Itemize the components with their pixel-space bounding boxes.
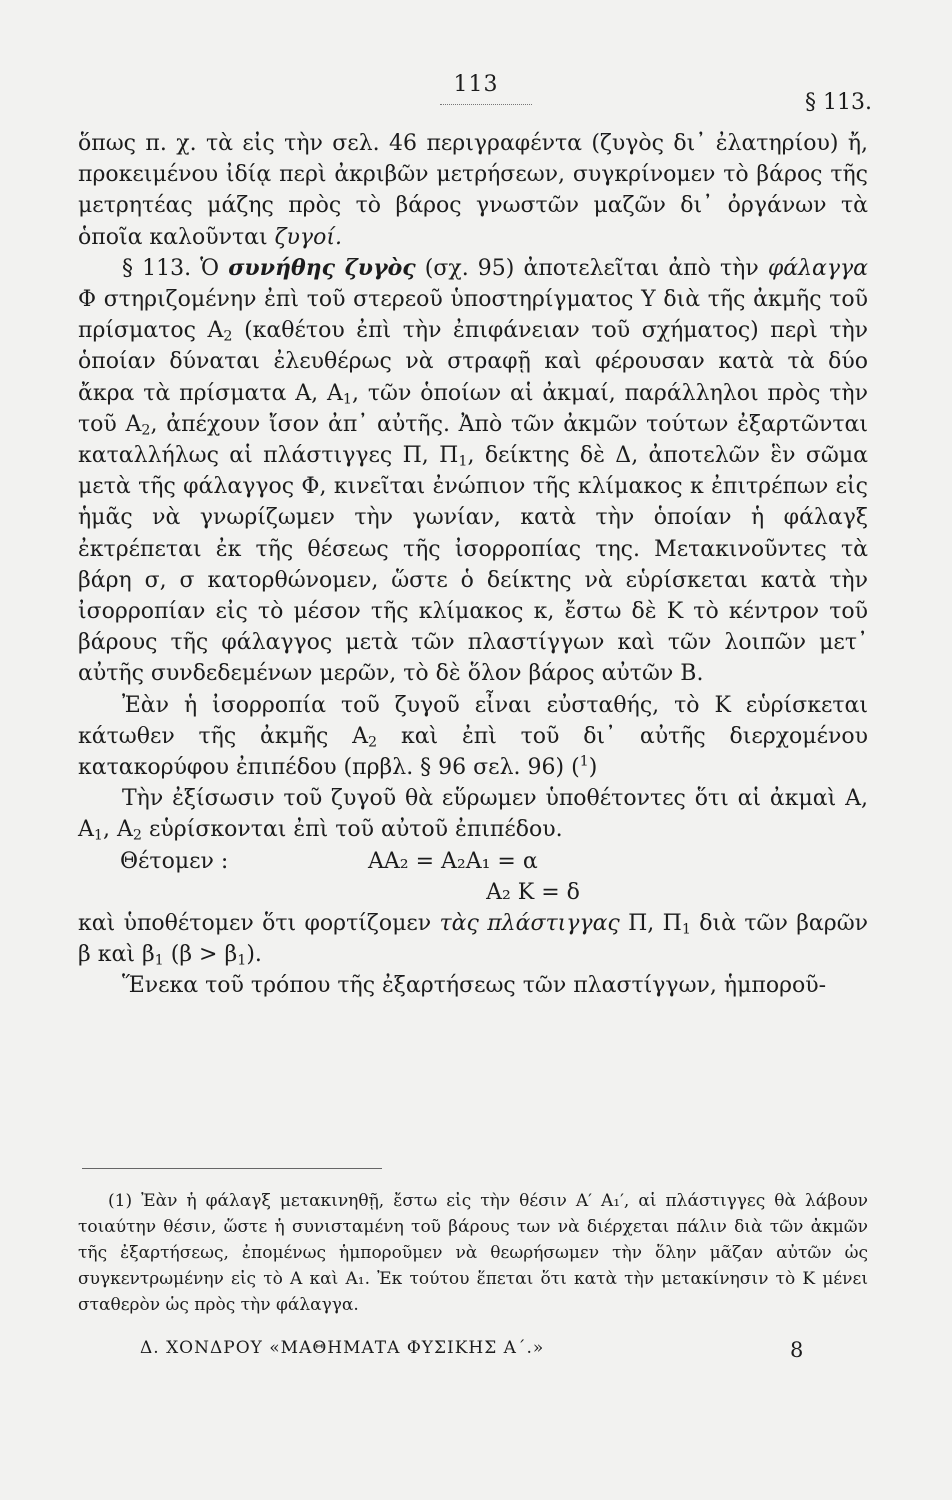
section-113-lead: § 113. Ὁ xyxy=(122,255,220,281)
section-113-title: συνήθης ζυγὸς xyxy=(228,254,416,281)
section-113-text-a: (σχ. 95) ἀποτελεῖται ἀπὸ τὴν xyxy=(424,255,759,281)
paragraph-equation-intro xyxy=(78,783,868,845)
footnote-rule xyxy=(82,1168,382,1169)
subscript: 2 xyxy=(141,422,151,439)
term-phalanga: φάλαγγα xyxy=(767,255,869,281)
footer-book-title: Δ. ΧΟΝΔΡΟΥ «ΜΑΘΗΜΑΤΑ ΦΥΣΙΚΗΣ Α΄.» xyxy=(140,1338,545,1358)
section-113-text-d: , τῶν ὁποίων αἱ ἀκμαί, παράλληλοι πρὸς τὴν τοῦ Α xyxy=(78,380,868,437)
equation-intro-text-a: Τὴν ἐξίσωσιν τοῦ ζυγοῦ θὰ εὕρωμεν ὑποθέτοντες ὅτι αἱ ἀκμαὶ Α, Α xyxy=(78,786,868,843)
loading-text-c: διὰ τῶν βαρῶν β καὶ β xyxy=(78,911,869,968)
section-mark: § 113. xyxy=(805,90,872,115)
equation-1: ΑΑ₂ = Α₂Α₁ = α xyxy=(368,848,538,874)
footnote xyxy=(78,1188,868,1318)
footnote-paragraph xyxy=(78,1188,868,1318)
equation-row-1 xyxy=(78,846,868,877)
subscript: 1 xyxy=(342,391,352,408)
loading-text-a: καὶ ὑποθέτομεν ὅτι φορτίζομεν xyxy=(78,911,432,937)
page-number-rule xyxy=(440,104,532,105)
section-113-text-e: , ἀπέχουν ἴσον ἀπ᾽ αὐτῆς. Ἀπὸ τῶν ἀκμῶν τούτων ἐξαρτῶνται καταλλήλως αἱ πλάστιγγες Π, Π xyxy=(78,411,868,469)
equation-label: Θέτομεν : xyxy=(120,848,229,874)
loading-text-d: (β > β xyxy=(170,942,238,968)
intro-text: ὅπως π. χ. τὰ εἰς τὴν σελ. 46 περιγραφέντα (ζυγὸς δι᾽ ἐλατηρίου) ἤ, προκειμένου ἰδίᾳ περὶ ἀκριβῶν μετρήσεων, συγκρίνομεν τὸ βάρος τῆς μετρητέας μάζης πρὸς τὸ βάρος γνωστῶν μαζῶν δι᾽ ὀργάνων τὰ ὁποῖα καλοῦνται xyxy=(78,131,868,250)
stability-text-b: καὶ ἐπὶ τοῦ δι᾽ αὐτῆς διερχομένου κατακορύφου ἐπιπέδου (πρβλ. § 96 σελ. 96) ( xyxy=(78,723,868,781)
subscript: 1 xyxy=(154,952,164,969)
subscript: 1 xyxy=(681,921,691,938)
subscript: 1 xyxy=(237,952,247,969)
section-113-text-b: Φ στηριζομένην ἐπὶ τοῦ στερεοῦ ὑποστηρίγματος Υ διὰ τῆς ἀκμῆς τοῦ πρίσματος Α xyxy=(78,287,868,344)
equation-intro-text-b: , Α xyxy=(103,817,133,843)
intro-italic-term: ζυγοί. xyxy=(274,224,342,250)
footer-signature-number: 8 xyxy=(790,1338,804,1362)
footnote-text: Ἐὰν ἡ φάλαγξ μετακινηθῇ, ἔστω εἰς τὴν θέσιν Α′ Α₁′, αἱ πλάστιγγες θὰ λάβουν τοιαύτην θέσιν, ὥστε ἡ συνισταμένη τοῦ βάρους των νὰ διέρχεται πάλιν διὰ τῶν ἀκμῶν τῆς ἐξαρτήσεως, ἐπομένως ἡμποροῦμεν νὰ θεωρήσωμεν τὴν ὅλην μᾶζαν αὐτῶν ὡς συγκεντρωμένην εἰς τὸ Α καὶ Α₁. Ἐκ τούτου ἕπεται ὅτι κατὰ τὴν μετακίνησιν τὸ Κ μένει σταθερὸν ὡς πρὸς τὴν φάλαγγα. xyxy=(78,1191,868,1315)
section-113-text-c: (καθέτου ἐπὶ τὴν ἐπιφάνειαν τοῦ σχήματος) περὶ τὴν ὁποίαν δύναται ἐλευθέρως νὰ στραφῇ καὶ φέρουσαν κατὰ τὰ δύο ἄκρα τὰ πρίσματα Α, Α xyxy=(78,318,869,406)
equation-row-2 xyxy=(78,877,868,908)
subscript: 2 xyxy=(368,734,378,751)
subscript: 1 xyxy=(93,828,103,845)
footnote-marker: (1) xyxy=(108,1191,133,1211)
footnote-reference[interactable]: 1 xyxy=(579,753,589,770)
stability-text-c: ) xyxy=(588,755,598,781)
paragraph-continuation: Ἕνεκα τοῦ τρόπου τῆς ἐξαρτήσεως τῶν πλαστίγγων, ἡμποροῦ- xyxy=(122,973,827,999)
loading-text-b: Π, Π xyxy=(628,911,682,937)
paragraph-intro xyxy=(78,128,868,253)
paragraph-stability xyxy=(78,690,868,784)
subscript: 1 xyxy=(458,453,468,470)
equation-2: Α₂ Κ = δ xyxy=(486,879,580,905)
subscript: 2 xyxy=(223,328,233,345)
loading-text-e: ). xyxy=(246,942,262,968)
stability-text-a: Ἐὰν ἡ ἰσορροπία τοῦ ζυγοῦ εἶναι εὐσταθής, τὸ Κ εὑρίσκεται κάτωθεν τῆς ἀκμῆς Α xyxy=(78,692,868,749)
equation-intro-text-c: εὑρίσκονται ἐπὶ τοῦ αὐτοῦ ἐπιπέδου. xyxy=(148,817,563,843)
page-number: 113 xyxy=(453,72,499,97)
section-113-text-f: , δείκτης δὲ Δ, ἀποτελῶν ἓν σῶμα μετὰ τῆς φάλαγγος Φ, κινεῖται ἐνώπιον τῆς κλίμακος κ ἐπιτρέπων εἰς ἡμᾶς νὰ γνωρίζωμεν τὴν γωνίαν, κατὰ τὴν ὁποίαν ἡ φάλαγξ ἐκτρέπεται ἐκ τῆς θέσεως τῆς ἰσορροπίας της. Μετακινοῦντες τὰ βάρη σ, σ κατορθώνομεν, ὥστε ὁ δείκτης νὰ εὑρίσκεται κατὰ τὴν ἰσορροπίαν εἰς τὸ μέσον τῆς κλίμακος κ, ἔστω δὲ Κ τὸ κέντρον τοῦ βάρους τῆς φάλαγγος μετὰ τῶν πλαστίγγων καὶ τῶν λοιπῶν μετ᾽ αὐτῆς συνδεδεμένων μερῶν, τὸ δὲ ὅλον βάρος αὐτῶν Β. xyxy=(78,443,868,687)
paragraph-section-113 xyxy=(78,253,868,690)
body-text xyxy=(78,128,868,1002)
term-plastiggas: τὰς πλάστιγγας xyxy=(439,911,620,937)
subscript: 2 xyxy=(132,828,142,845)
paragraph-loading xyxy=(78,908,868,970)
